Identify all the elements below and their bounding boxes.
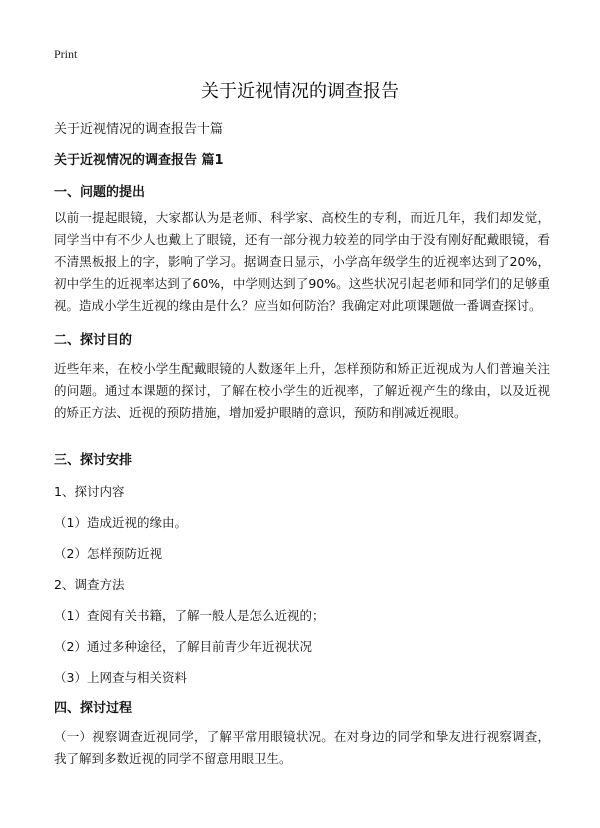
section-paragraph-process: （一）视察调查近视同学，了解平常用眼镜状况。在对身边的同学和挚友进行视察调查，我了解到多数近视的同学不留意用眼卫生。 xyxy=(54,729,550,766)
list-item: （2）怎样预防近视 xyxy=(54,546,162,561)
section-paragraph-problem: 以前一提起眼镜，大家都认为是老师、科学家、高校生的专利，而近几年，我们却发觉，同学当中有不少人也戴上了眼镜，还有一部分视力较差的同学由于没有刚好配戴眼镜，看不清黑板报上的字，影响了学习。据调查日显示，小学高年级学生的近视率达到了20%，初中学生的近视率达到了60%，中学则达到了90%。这些状况引起老师和同学们的足够重视。造成小学生近视的缘由是什么？应当如何防治？我确定对此项课题做一番调查探讨。 xyxy=(54,210,550,313)
section-heading-problem: 一、问题的提出 xyxy=(54,185,146,200)
section-heading-process: 四、探讨过程 xyxy=(54,701,133,716)
list-item: （1）造成近视的缘由。 xyxy=(54,515,187,530)
list-item: （3）上网查与相关资料 xyxy=(54,670,187,685)
list-item: （1）查阅有关书籍，了解一般人是怎么近视的； xyxy=(54,608,325,623)
print-label: Print xyxy=(54,47,78,61)
document-title: 关于近视情况的调查报告 xyxy=(201,81,399,102)
plan-subheading-method: 2、调查方法 xyxy=(54,577,125,592)
piece-title: 关于近视情况的调查报告 篇1 xyxy=(54,153,224,168)
section-heading-purpose: 二、探讨目的 xyxy=(54,333,133,348)
list-item: （2）通过多种途径，了解目前青少年近视状况 xyxy=(54,639,312,654)
section-paragraph-purpose: 近些年来，在校小学生配戴眼镜的人数逐年上升，怎样预防和矫正近视成为人们普遍关注的问题。通过本课题的探讨，了解在校小学生的近视率，了解近视产生的缘由，以及近视的矫正方法、近视的预防措施，增加爱护眼睛的意识，预防和削减近视眼。 xyxy=(54,361,550,420)
section-heading-plan: 三、探讨安排 xyxy=(54,453,133,468)
plan-subheading-content: 1、探讨内容 xyxy=(54,484,125,499)
document-subtitle: 关于近视情况的调查报告十篇 xyxy=(54,122,224,137)
